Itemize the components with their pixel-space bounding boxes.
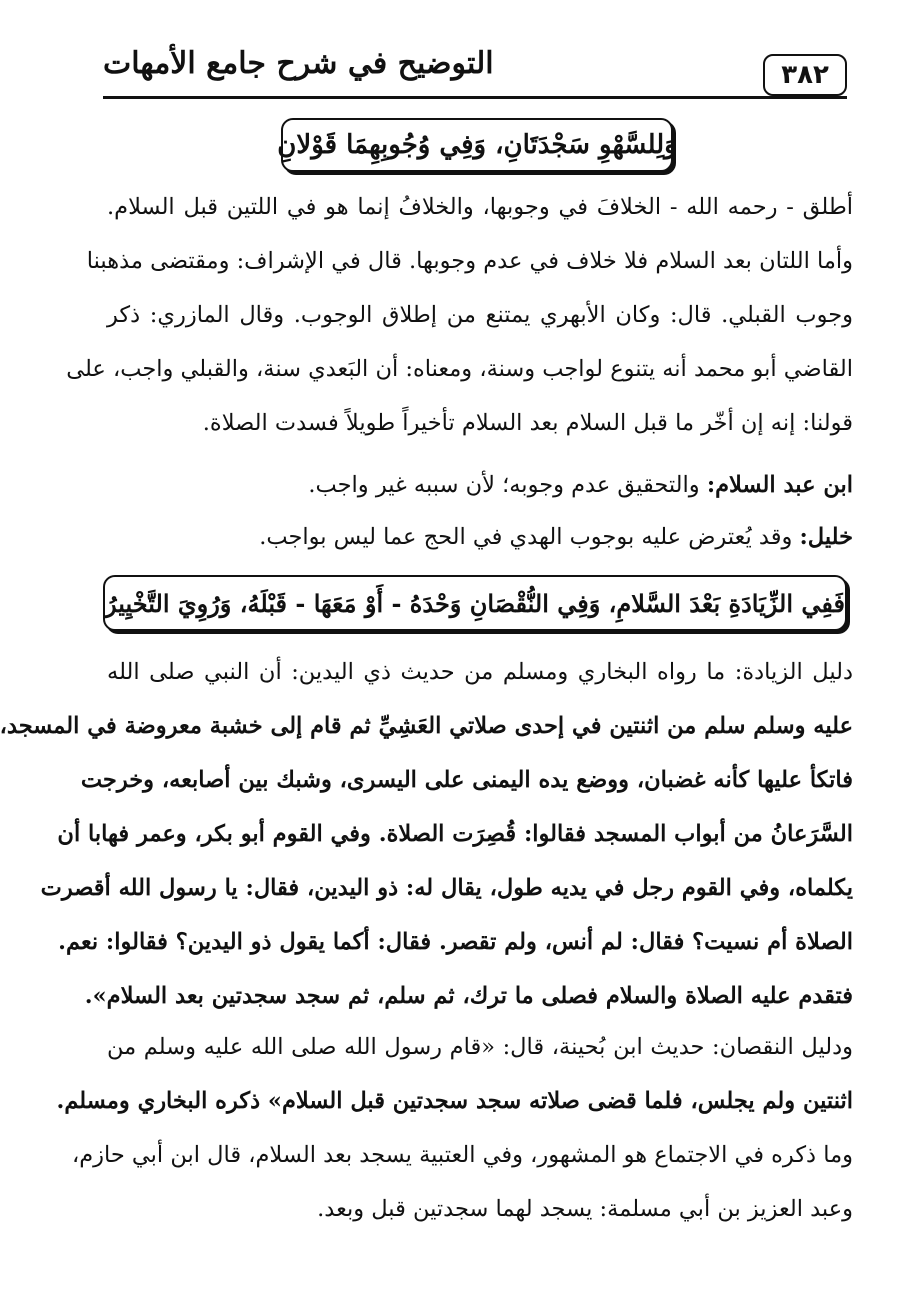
running-header (103, 40, 847, 98)
matn-box-1 (277, 118, 677, 172)
page-number-box (763, 54, 847, 96)
paragraph-evidence-addition (0, 645, 853, 1023)
paragraph-text: وقد يُعترض عليه بوجوب الهدي في الحج عما ليس بواجب. (259, 524, 800, 550)
paragraph-line: يكلماه، وفي القوم رجل في يديه طول، يقال له: ذو اليدين، فقال: يا رسول الله أقصرت (40, 875, 853, 901)
paragraph-line: عليه وسلم سلم من اثنتين في إحدى صلاتي العَشِيِّ ثم قام إلى خشبة معروضة في المسجد، (0, 713, 853, 739)
paragraph-ibn-abd-al-salam (107, 458, 853, 512)
paragraph-line: وعبد العزيز بن أبي مسلمة: يسجد لهما سجدتين قبل وبعد. (317, 1196, 853, 1222)
speaker-label: خليل: (799, 524, 853, 550)
paragraph-line: وجوب القبلي. قال: وكان الأبهري يمتنع من إطلاق الوجوب. وقال المازري: ذكر (107, 302, 853, 328)
paragraph-line: دليل الزيادة: ما رواه البخاري ومسلم من حديث ذي اليدين: أن النبي صلى الله (107, 659, 853, 685)
paragraph-line (107, 458, 853, 512)
paragraph-line: وأما اللتان بعد السلام فلا خلاف في عدم وجوبها. قال في الإشراف: ومقتضى مذهبنا (86, 248, 853, 274)
page-number: ٣٨٢ (781, 60, 829, 90)
paragraph-line: السَّرَعانُ من أبواب المسجد فقالوا: قُصِرَت الصلاة. وفي القوم أبو بكر، وعمر فهابا أن (57, 821, 853, 847)
paragraph-evidence-deficiency (56, 1020, 853, 1236)
paragraph-text: والتحقيق عدم وجوبه؛ لأن سببه غير واجب. (308, 472, 707, 498)
paragraph-line (107, 510, 853, 564)
paragraph-line: وما ذكره في الاجتماع هو المشهور، وفي العتبية يسجد بعد السلام، قال ابن أبي حازم، (71, 1142, 853, 1168)
paragraph-line: فاتكأ عليها كأنه غضبان، ووضع يده اليمنى على اليسرى، وشبك بين أصابعه، وخرجت (80, 767, 853, 793)
paragraph-line: فتقدم عليه الصلاة والسلام فصلى ما ترك، ثم سلم، ثم سجد سجدتين بعد السلام». (84, 983, 853, 1009)
paragraph-line: اثنتين ولم يجلس، فلما قضى صلاته سجد سجدتين قبل السلام» ذكره البخاري ومسلم. (56, 1088, 853, 1114)
speaker-label: ابن عبد السلام: (706, 472, 853, 498)
paragraph-khalil (107, 510, 853, 564)
paragraph-line: الصلاة أم نسيت؟ فقال: لم أنس، ولم تقصر. فقال: أكما يقول ذو اليدين؟ فقالوا: نعم. (58, 929, 853, 955)
paragraph-line: قولنا: إنه إن أخّر ما قبل السلام بعد السلام تأخيراً طويلاً فسدت الصلاة. (202, 410, 853, 436)
matn-text-2: فَفِي الزِّيَادَةِ بَعْدَ السَّلامِ، وَفِي النُّقْصَانِ وَحْدَهُ - أَوْ مَعَهَا - قَبْلَهُ، وَرُوِيَ التَّخْيِيرُ (105, 588, 845, 618)
paragraph-line: ودليل النقصان: حديث ابن بُحينة، قال: «قام رسول الله صلى الله عليه وسلم من (107, 1034, 853, 1060)
header-rule (103, 96, 847, 99)
paragraph-line: أطلق - رحمه الله - الخلافَ في وجوبها، والخلافُ إنما هو في اللتين قبل السلام. (107, 194, 853, 220)
book-title: التوضيح في شرح جامع الأمهات (103, 46, 494, 81)
matn-text-1: وَلِلسَّهْوِ سَجْدَتَانِ، وَفِي وُجُوبِهِمَا قَوْلانِ (277, 130, 677, 160)
paragraph-1 (66, 180, 853, 450)
matn-box-2 (103, 575, 847, 631)
paragraph-line: القاضي أبو محمد أنه يتنوع لواجب وسنة، ومعناه: أن البَعدي سنة، والقبلي واجب، على (66, 356, 853, 382)
